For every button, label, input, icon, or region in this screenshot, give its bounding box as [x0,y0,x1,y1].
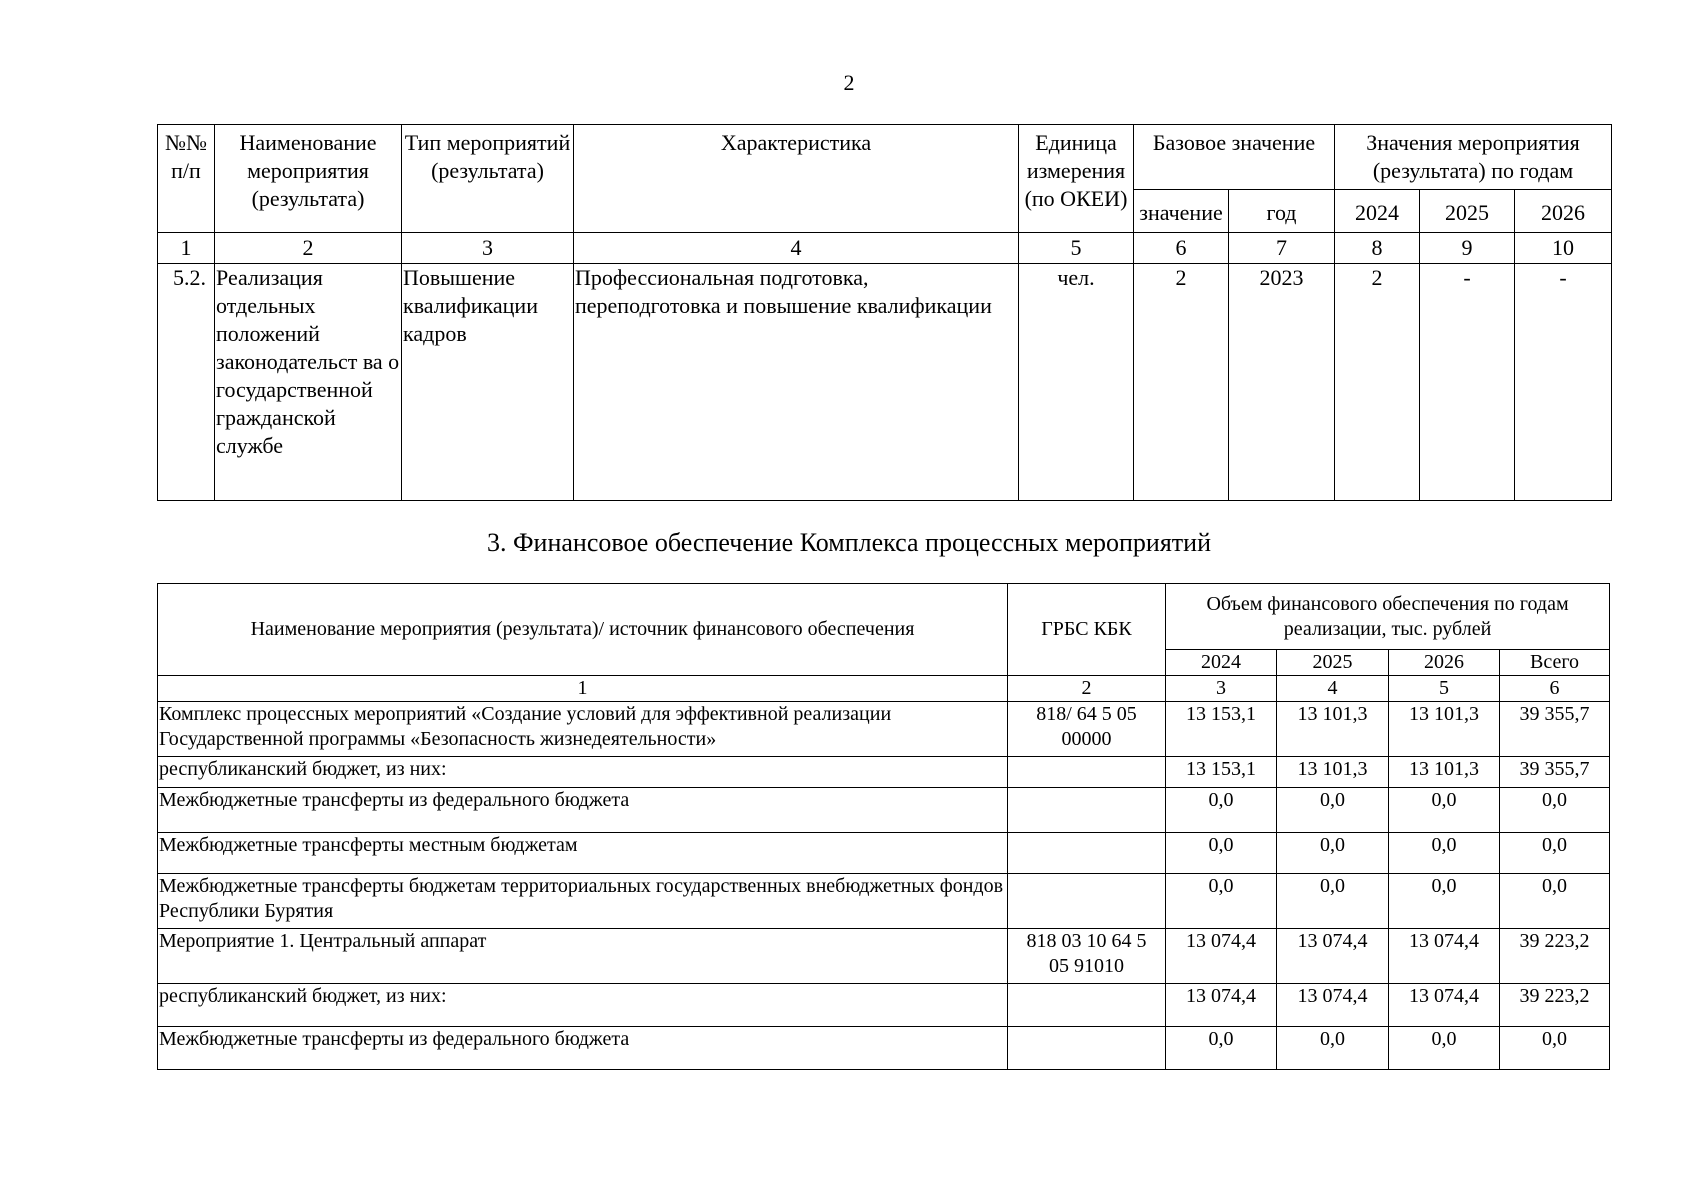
col-number: 1 [158,233,215,264]
row-kbk [1008,788,1166,833]
header-year-2024: 2024 [1166,650,1277,676]
row-value-2024: 2 [1335,264,1420,501]
row-characteristic: Профессиональная подготовка, переподготовка и повышение квалификации [574,264,1019,501]
row-total: 0,0 [1500,874,1610,929]
header-unit: Единица измерения (по ОКЕИ) [1019,125,1134,233]
col-number: 2 [215,233,402,264]
row-num: 5.2. [158,264,215,501]
header-grbs: ГРБС КБК [1008,584,1166,676]
row-value-2024: 0,0 [1166,788,1277,833]
row-value-2026: 13 101,3 [1389,702,1500,757]
col-number: 8 [1335,233,1420,264]
row-unit: чел. [1019,264,1134,501]
col-number: 6 [1134,233,1229,264]
row-value-2025: 0,0 [1277,788,1389,833]
row-value-2024: 13 074,4 [1166,929,1277,984]
header-num: №№ п/п [158,125,215,233]
table-row [158,1027,1610,1070]
row-name: Реализация отдельных положений законодательст ва о государственной гражданской службе [215,264,402,501]
col-number: 7 [1229,233,1335,264]
row-base-year: 2023 [1229,264,1335,501]
row-kbk: 818 03 10 64 5 05 91010 [1008,929,1166,984]
row-total: 39 223,2 [1500,929,1610,984]
row-name: Комплекс процессных мероприятий «Создание условий для эффективной реализации Государственной программы «Безопасность жизнедеятельности» [158,702,1008,757]
header-year-2024: 2024 [1335,190,1420,233]
col-number: 3 [1166,676,1277,702]
row-value-2026: - [1515,264,1612,501]
row-kbk [1008,1027,1166,1070]
header-base-value: значение [1134,190,1229,233]
row-value-2026: 13 074,4 [1389,929,1500,984]
row-type: Повышение квалификации кадров [402,264,574,501]
financing-table [157,583,1610,1070]
row-name: Межбюджетные трансферты из федерального бюджета [158,788,1008,833]
table-row [158,757,1610,788]
table-row [158,874,1610,929]
row-value-2026: 0,0 [1389,1027,1500,1070]
header-characteristic: Характеристика [574,125,1019,233]
row-kbk [1008,833,1166,874]
col-number: 1 [158,676,1008,702]
col-number: 5 [1019,233,1134,264]
section-title: 3. Финансовое обеспечение Комплекса процессных мероприятий [487,528,1211,557]
table-row [158,264,1612,501]
table-row [158,788,1610,833]
table-row [158,833,1610,874]
col-number: 6 [1500,676,1610,702]
row-name: республиканский бюджет, из них: [158,984,1008,1027]
col-number: 9 [1420,233,1515,264]
row-kbk: 818/ 64 5 05 00000 [1008,702,1166,757]
row-value-2025: 13 074,4 [1277,929,1389,984]
row-name: республиканский бюджет, из них: [158,757,1008,788]
row-kbk [1008,874,1166,929]
header-type: Тип мероприятий (результата) [402,125,574,233]
header-year-2026: 2026 [1389,650,1500,676]
header-total: Всего [1500,650,1610,676]
row-total: 39 223,2 [1500,984,1610,1027]
results-table [157,124,1612,501]
table-row [158,984,1610,1027]
col-number: 5 [1389,676,1500,702]
row-base-value: 2 [1134,264,1229,501]
col-number: 10 [1515,233,1612,264]
table-row [158,702,1610,757]
row-kbk [1008,984,1166,1027]
row-value-2025: - [1420,264,1515,501]
row-value-2024: 13 153,1 [1166,702,1277,757]
header-yearly: Значения мероприятия (результата) по годам [1335,125,1612,190]
row-name: Мероприятие 1. Центральный аппарат [158,929,1008,984]
row-value-2024: 0,0 [1166,833,1277,874]
row-value-2025: 0,0 [1277,874,1389,929]
row-value-2026: 0,0 [1389,833,1500,874]
row-value-2025: 13 074,4 [1277,984,1389,1027]
row-value-2025: 0,0 [1277,833,1389,874]
row-total: 39 355,7 [1500,757,1610,788]
header-volume: Объем финансового обеспечения по годам реализации, тыс. рублей [1166,584,1610,650]
header-year-2025: 2025 [1420,190,1515,233]
row-value-2026: 13 074,4 [1389,984,1500,1027]
row-value-2025: 13 101,3 [1277,702,1389,757]
header-name: Наименование мероприятия (результата) [215,125,402,233]
row-value-2026: 0,0 [1389,788,1500,833]
header-year-2025: 2025 [1277,650,1389,676]
row-value-2026: 13 101,3 [1389,757,1500,788]
col-number: 4 [574,233,1019,264]
row-name: Межбюджетные трансферты из федерального бюджета [158,1027,1008,1070]
row-value-2025: 0,0 [1277,1027,1389,1070]
row-name: Межбюджетные трансферты бюджетам территориальных государственных внебюджетных фондов Республики Бурятия [158,874,1008,929]
row-total: 39 355,7 [1500,702,1610,757]
col-number: 2 [1008,676,1166,702]
col-number: 3 [402,233,574,264]
header-base: Базовое значение [1134,125,1335,190]
header-name: Наименование мероприятия (результата)/ источник финансового обеспечения [158,584,1008,676]
page-number: 2 [843,70,855,95]
row-total: 0,0 [1500,833,1610,874]
header-base-year: год [1229,190,1335,233]
header-year-2026: 2026 [1515,190,1612,233]
row-value-2025: 13 101,3 [1277,757,1389,788]
row-value-2024: 0,0 [1166,874,1277,929]
row-value-2024: 13 153,1 [1166,757,1277,788]
col-number: 4 [1277,676,1389,702]
row-name: Межбюджетные трансферты местным бюджетам [158,833,1008,874]
row-value-2024: 13 074,4 [1166,984,1277,1027]
row-value-2024: 0,0 [1166,1027,1277,1070]
row-value-2026: 0,0 [1389,874,1500,929]
row-kbk [1008,757,1166,788]
row-total: 0,0 [1500,1027,1610,1070]
table-row [158,929,1610,984]
row-total: 0,0 [1500,788,1610,833]
